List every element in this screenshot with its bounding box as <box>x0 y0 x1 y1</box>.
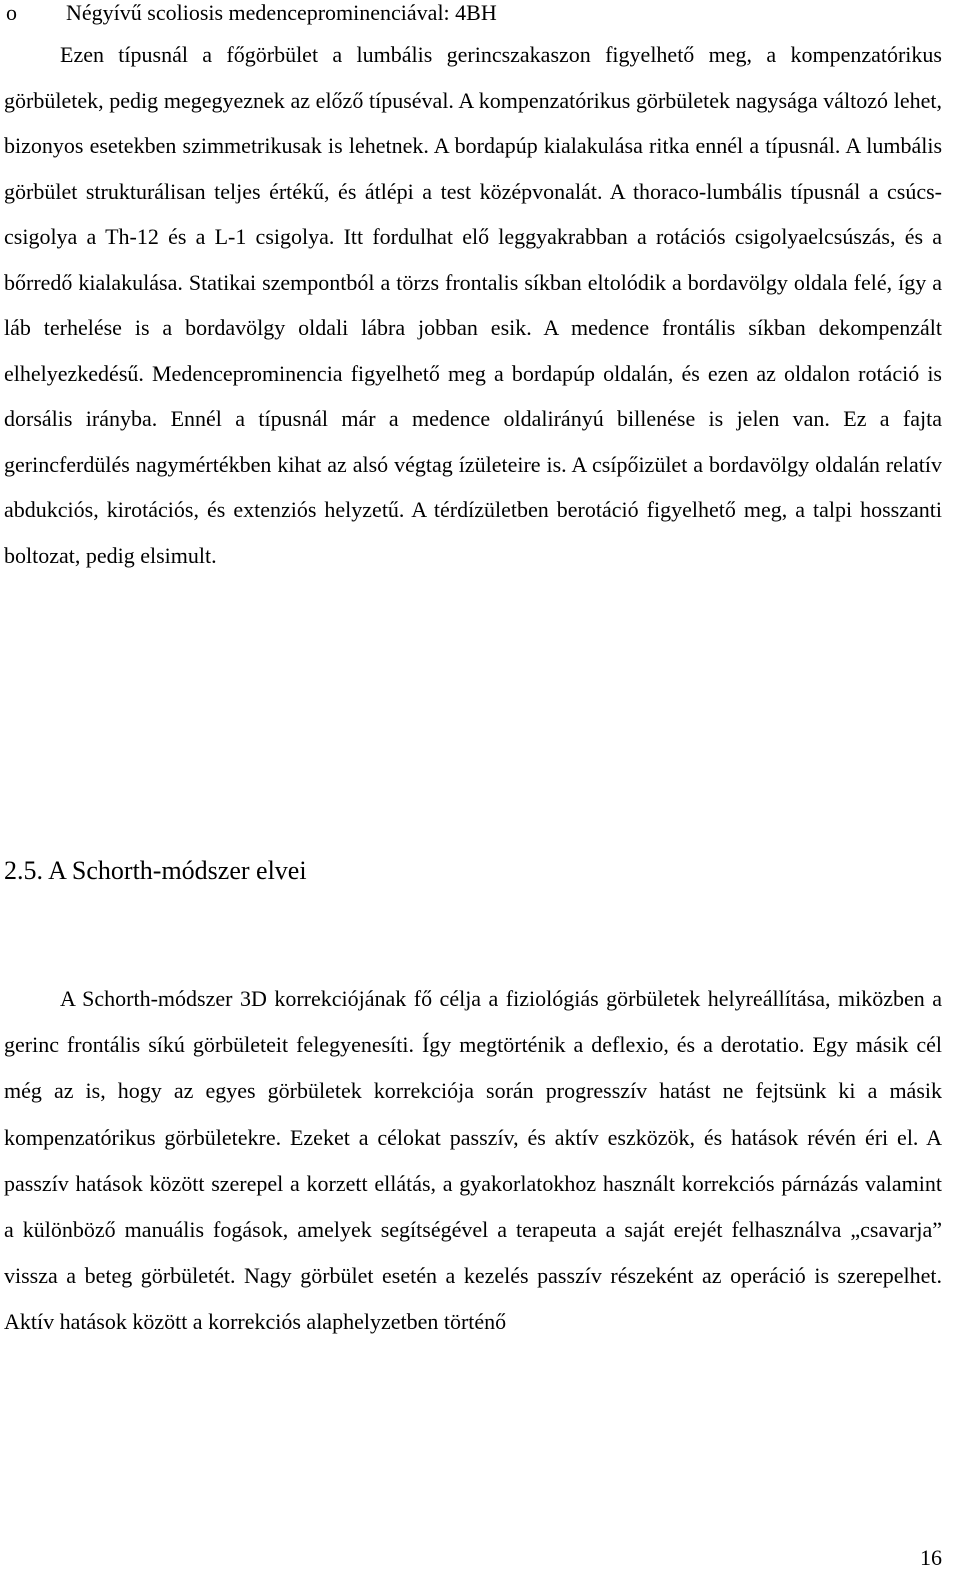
bullet-marker: o <box>6 0 17 25</box>
section-title: A Schorth-módszer elvei <box>48 856 307 885</box>
body-paragraph-2: A Schorth-módszer 3D korrekciójának fő célja a fiziológiás görbületek helyreállítása, miközben a gerinc frontális síkú görbületeit felegyenesíti. Így megtörténik a deflexio, és a derotatio. Egy másik cél még az is, hogy az egyes görbületek korrekciója során progresszív hatást ne fejtsünk ki a másik kompenzatórikus görbületekre. Ezeket a célokat passzív, és aktív eszközök, és hatások révén éri el. A passzív hatások között szerepel a korzett ellátás, a gyakorlatokhoz használt korrekciós párnázás valamint a különböző manuális fogások, amelyek segítségével a terapeuta a saját erejét felhasználva „csavarja” vissza a beteg görbületét. Nagy görbület esetén a kezelés passzív részeként az operáció is szerepelhet. Aktív hatások között a korrekciós alaphelyzetben történő <box>4 986 942 1335</box>
bullet-item-text: Négyívű scoliosis medenceprominenciával: 4BH <box>66 0 497 25</box>
page-number: 16 <box>920 1545 942 1570</box>
section-number: 2.5. <box>4 856 43 885</box>
body-paragraph-1: Ezen típusnál a főgörbület a lumbális gerincszakaszon figyelhető meg, a kompenzatórikus görbületek, pedig megegyeznek az előző típuséval. A kompenzatórikus görbületek nagysága változó lehet, bizonyos esetekben szimmetrikusak is lehetnek. A bordapúp kialakulása ritka ennél a típusnál. A lumbális görbület strukturálisan teljes értékű, és átlépi a test középvonalát. A thoraco-lumbális típusnál a csúcs-csigolya a Th-12 és a L-1 csigolya. Itt fordulhat elő leggyakrabban a rotációs csigolyaelcsúszás, és a bőrredő kialakulása. Statikai szempontból a törzs frontalis síkban eltolódik a bordavölgy oldala felé, így a láb terhelése is a bordavölgy oldali lábra jobban esik. A medence frontális síkban dekompenzált elhelyezkedésű. Medenceprominencia figyelhető meg a bordapúp oldalán, és ezen az oldalon rotáció is dorsális irányba. Ennél a típusnál már a medence oldalirányú billenése is jelen van. Ez a fajta gerincferdülés nagymértékben kihat az alsó végtag ízületeire is. A csípőizület a bordavölgy oldalán relatív abdukciós, kirotációs, és extenziós helyzetű. A térdízületben berotáció figyelhető meg, a talpi hosszanti boltozat, pedig elsimult. <box>4 42 942 568</box>
bullet-item <box>6 0 497 28</box>
section-heading <box>4 853 307 889</box>
